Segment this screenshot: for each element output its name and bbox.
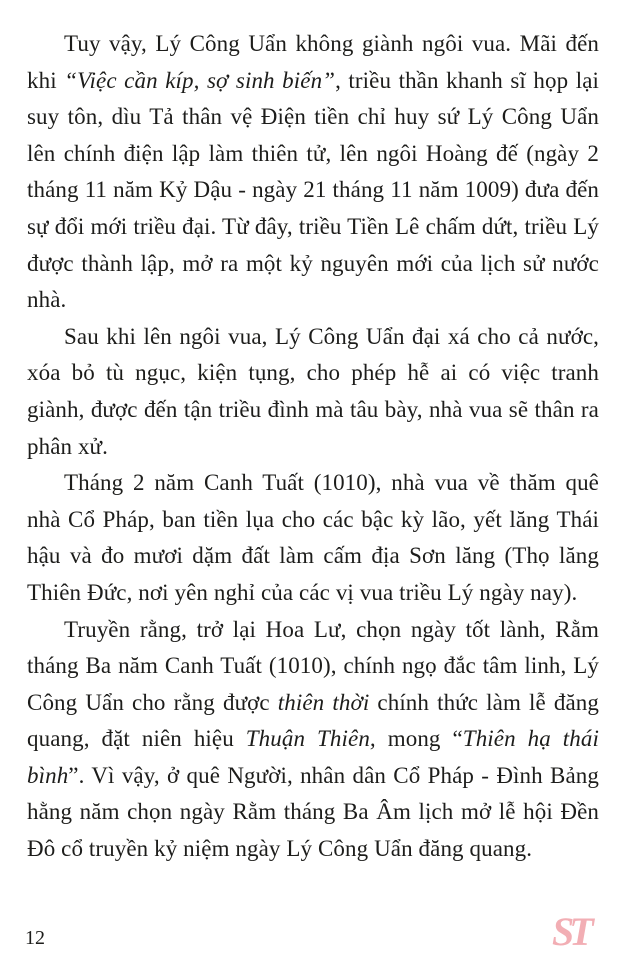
- page-number: 12: [25, 927, 45, 949]
- text-run: chính thức làm lễ đăng quang, đặt niên hiệu: [27, 689, 600, 752]
- text-run: Tháng 2 năm Canh Tuất (1010), nhà vua về thăm quê nhà Cổ Pháp, ban tiền lụa cho các bậc kỳ lão, yết lăng Thái hậu và đo mươi dặm đất làm cấm địa Sơn lăng (Thọ lăng Thiên Đức, nơi yên nghỉ của các vị vua triều Lý ngày nay).: [27, 470, 599, 605]
- text-run: mong “: [375, 726, 463, 752]
- text-run: Sau khi lên ngôi vua, Lý Công Uẩn đại xá cho cả nước, xóa bỏ tù ngục, kiện tụng, cho phép hễ ai có việc tranh giành, được đến tận triều đình mà tâu bày, nhà vua sẽ thân ra phân xử.: [27, 323, 599, 459]
- text-run: , triều thần khanh sĩ họp lại suy tôn, dìu Tả thân vệ Điện tiền chỉ huy sứ Lý Công Uẩn lên chính điện lập làm thiên tử, lên ngôi Hoàng đế (ngày 2 tháng 11 năm Kỷ Dậu - ngày 21 tháng 11 năm 1009) đưa đến sự đổi mới triều đại. Từ đây, triều Tiền Lê chấm dứt, triều Lý được thành lập, mở ra một kỷ nguyên mới của lịch sử nước nhà.: [27, 67, 599, 313]
- text-run: Tuy vậy, Lý Công Uẩn không giành ngôi vua. Mãi đến khi: [27, 31, 599, 93]
- st-watermark-logo: ST: [552, 909, 589, 954]
- italic-text-run: Thiên hạ thái bình: [27, 726, 599, 788]
- paragraph-3: [27, 465, 599, 611]
- italic-text-run: Thuận Thiên,: [245, 726, 376, 752]
- paragraph-2: [27, 319, 599, 465]
- paragraph-1: [27, 26, 599, 319]
- text-run: ”. Vì vậy, ở quê Người, nhân dân Cổ Pháp - Đình Bảng hằng năm chọn ngày Rằm tháng Ba Âm lịch mở lễ hội Đền Đô cổ truyền kỷ niệm ngày Lý Công Uẩn đăng quang.: [27, 762, 599, 862]
- italic-text-run: “Việc cần kíp, sợ sinh biến”: [64, 67, 336, 93]
- page-body: [27, 26, 599, 868]
- italic-text-run: thiên thời: [277, 689, 370, 715]
- paragraph-4: [27, 612, 599, 868]
- text-run: Truyền rằng, trở lại Hoa Lư, chọn ngày tốt lành, Rằm tháng Ba năm Canh Tuất (1010), chính ngọ đắc tâm linh, Lý Công Uẩn cho rằng được: [27, 616, 599, 715]
